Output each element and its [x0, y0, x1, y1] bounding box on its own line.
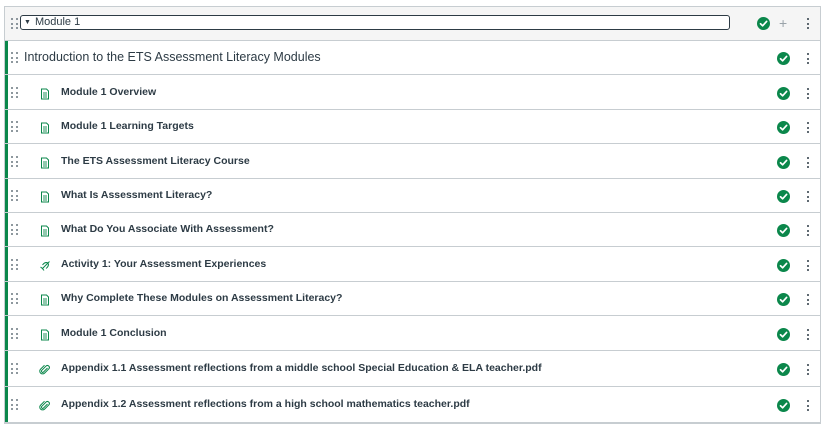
- module-item-row[interactable]: [5, 213, 820, 247]
- paperclip-icon: [39, 399, 51, 411]
- module-item-row[interactable]: [5, 110, 820, 144]
- published-check-icon[interactable]: [777, 156, 790, 169]
- item-options-icon[interactable]: [806, 329, 809, 340]
- module-item-row[interactable]: [5, 144, 820, 179]
- drag-handle-icon[interactable]: [11, 156, 19, 168]
- module-item-row[interactable]: [5, 351, 820, 387]
- item-options-icon[interactable]: [806, 157, 809, 168]
- module-item-link[interactable]: What Do You Associate With Assessment?: [61, 223, 274, 235]
- module-item-row[interactable]: [5, 282, 820, 316]
- module-item-link[interactable]: What Is Assessment Literacy?: [61, 189, 213, 201]
- text-header-label: Introduction to the ETS Assessment Literacy Modules: [24, 50, 321, 64]
- published-check-icon[interactable]: [777, 121, 790, 134]
- module-options-icon[interactable]: [806, 18, 809, 29]
- module-title: Module 1: [34, 16, 81, 28]
- module-item-link[interactable]: Why Complete These Modules on Assessment Literacy?: [61, 292, 343, 304]
- item-options-icon[interactable]: [806, 88, 809, 99]
- drag-handle-icon[interactable]: [11, 190, 19, 202]
- item-options-icon[interactable]: [806, 191, 809, 202]
- module-item-link[interactable]: Module 1 Conclusion: [61, 327, 167, 339]
- module-container: [4, 6, 821, 424]
- item-options-icon[interactable]: [806, 225, 809, 236]
- add-item-icon[interactable]: +: [779, 15, 788, 31]
- item-options-icon[interactable]: [806, 294, 809, 305]
- module-title-field[interactable]: [20, 15, 730, 30]
- page-icon: [39, 224, 51, 236]
- item-options-icon[interactable]: [806, 364, 809, 375]
- published-check-icon[interactable]: [777, 259, 790, 272]
- drag-handle-icon[interactable]: [11, 399, 19, 411]
- collapse-caret-icon[interactable]: ▼: [24, 19, 31, 26]
- module-item-row[interactable]: [5, 387, 820, 423]
- published-check-icon[interactable]: [777, 399, 790, 412]
- drag-handle-icon[interactable]: [11, 293, 19, 305]
- module-item-row[interactable]: [5, 75, 820, 110]
- module-item-link[interactable]: Module 1 Overview: [61, 86, 157, 98]
- module-item-link[interactable]: The ETS Assessment Literacy Course: [61, 155, 250, 167]
- page-icon: [39, 293, 51, 305]
- item-options-icon[interactable]: [806, 260, 809, 271]
- paperclip-icon: [39, 363, 51, 375]
- page-icon: [39, 121, 51, 133]
- module-item-link[interactable]: Appendix 1.2 Assessment reflections from a high school mathematics teacher.pdf: [61, 398, 470, 410]
- published-check-icon[interactable]: [777, 224, 790, 237]
- module-item-link[interactable]: Activity 1: Your Assessment Experiences: [61, 258, 267, 270]
- drag-handle-icon[interactable]: [11, 259, 19, 271]
- drag-handle-icon[interactable]: [11, 121, 19, 133]
- item-options-icon[interactable]: [806, 400, 809, 411]
- module-item-row[interactable]: [5, 316, 820, 351]
- module-item-row[interactable]: [5, 247, 820, 282]
- drag-handle-icon[interactable]: [11, 363, 19, 375]
- module-item-link[interactable]: Appendix 1.1 Assessment reflections from a middle school Special Education & ELA teacher.pdf: [61, 362, 542, 374]
- page-icon: [39, 190, 51, 202]
- published-check-icon[interactable]: [757, 17, 770, 30]
- page-icon: [39, 156, 51, 168]
- drag-handle-icon[interactable]: [11, 18, 19, 30]
- item-options-icon[interactable]: [806, 53, 809, 64]
- module-item-link[interactable]: Module 1 Learning Targets: [61, 120, 194, 132]
- page-icon: [39, 87, 51, 99]
- drag-handle-icon[interactable]: [11, 52, 19, 64]
- drag-handle-icon[interactable]: [11, 87, 19, 99]
- item-options-icon[interactable]: [806, 122, 809, 133]
- published-check-icon[interactable]: [777, 87, 790, 100]
- module-text-header[interactable]: [5, 41, 820, 75]
- module-item-row[interactable]: [5, 179, 820, 213]
- published-check-icon[interactable]: [777, 52, 790, 65]
- published-check-icon[interactable]: [777, 363, 790, 376]
- published-check-icon[interactable]: [777, 190, 790, 203]
- module-header[interactable]: [5, 7, 820, 41]
- published-check-icon[interactable]: [777, 328, 790, 341]
- page-icon: [39, 328, 51, 340]
- drag-handle-icon[interactable]: [11, 224, 19, 236]
- drag-handle-icon[interactable]: [11, 328, 19, 340]
- published-check-icon[interactable]: [777, 293, 790, 306]
- rocket-icon: [39, 259, 51, 271]
